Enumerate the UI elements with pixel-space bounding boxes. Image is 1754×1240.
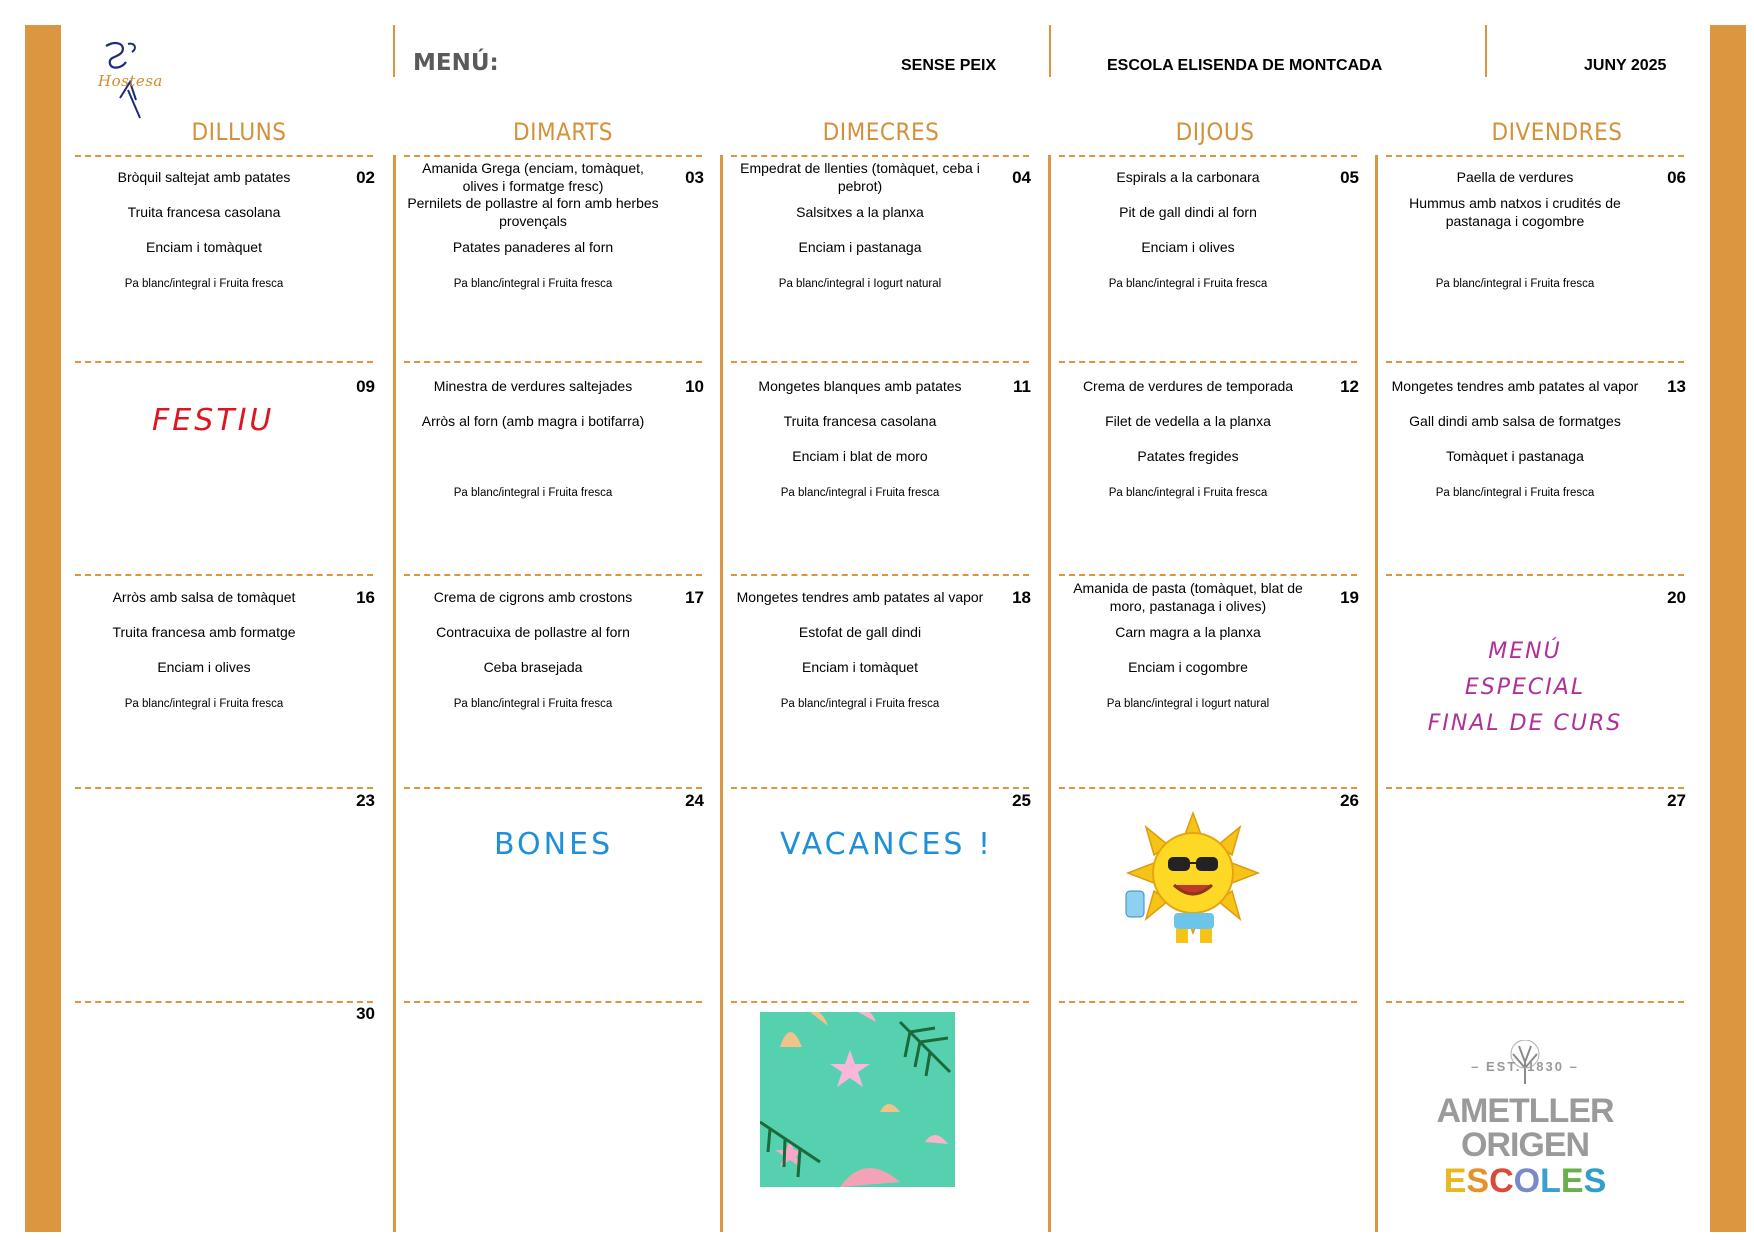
day-number: 23 (356, 791, 375, 810)
row-separator (404, 361, 702, 363)
dish-item: Mongetes tendres amb patates al vapor (1391, 378, 1639, 394)
row-separator (1386, 574, 1684, 576)
dish-item: Amanida Grega (enciam, tomàquet, olives i formatge fresc) (422, 160, 644, 194)
bread-dessert: Pa blanc/integral i Fruita fresca (1108, 487, 1268, 499)
column-divider (393, 155, 396, 1232)
dish-item: Carn magra a la planxa (1115, 624, 1261, 640)
sponsor-line1: AMETLLER (1436, 1092, 1614, 1130)
dish-item: Patates panaderes al forn (452, 239, 614, 255)
row-separator (731, 787, 1029, 789)
sponsor-line3 (1430, 1162, 1620, 1200)
day-number: 24 (685, 791, 704, 810)
day-number: 16 (356, 588, 375, 607)
day-number: 12 (1340, 377, 1359, 396)
day-number: 13 (1667, 377, 1686, 396)
sponsor-letter: C (1489, 1162, 1514, 1200)
dish-item: Pit de gall dindi al forn (1119, 204, 1257, 220)
row-separator (75, 574, 373, 576)
day-number: 03 (685, 168, 704, 187)
special-menu-line: ESPECIAL (1464, 675, 1586, 700)
dish-item: Contracuixa de pollastre al forn (436, 624, 630, 640)
row-separator (731, 1001, 1029, 1003)
row-separator (1059, 155, 1357, 157)
menu-label: MENÚ: (413, 50, 499, 76)
row-separator (1386, 361, 1684, 363)
day-number: 10 (685, 377, 704, 396)
month-label: JUNY 2025 (1584, 57, 1667, 74)
dish-item: Ceba brasejada (483, 659, 583, 675)
bread-dessert: Pa blanc/integral i Iogurt natural (778, 278, 942, 290)
day-number: 26 (1340, 791, 1359, 810)
sponsor-letter: O (1513, 1162, 1541, 1200)
dish-item: Arròs amb salsa de tomàquet (112, 589, 296, 605)
bread-dessert: Pa blanc/integral i Fruita fresca (453, 698, 613, 710)
bread-dessert: Pa blanc/integral i Fruita fresca (124, 698, 284, 710)
dish-item: Enciam i blat de moro (792, 448, 928, 464)
row-separator (404, 155, 702, 157)
dish-item: Truita francesa amb formatge (112, 624, 296, 640)
row-separator (1386, 787, 1684, 789)
dish-item: Bròquil saltejat amb patates (117, 169, 291, 185)
ametller-origen-logo (1430, 1040, 1620, 1200)
day-number: 17 (685, 588, 704, 607)
dish-item: Enciam i cogombre (1128, 659, 1248, 675)
row-separator (404, 787, 702, 789)
sponsor-letter: L (1540, 1162, 1561, 1200)
row-separator (1059, 574, 1357, 576)
dish-item: Tomàquet i pastanaga (1446, 448, 1584, 464)
beach-illustration (760, 1012, 955, 1187)
dish-item: Mongetes tendres amb patates al vapor (736, 589, 984, 605)
row-separator (404, 1001, 702, 1003)
sun-illustration (1108, 805, 1278, 955)
dish-item: Patates fregides (1137, 448, 1239, 464)
dish-item: Truita francesa casolana (783, 413, 937, 429)
vacances-note: VACANCES ! (780, 827, 994, 862)
sponsor-letter: E (1560, 1162, 1584, 1200)
header-divider (393, 25, 395, 77)
dish-item: Arròs al forn (amb magra i botifarra) (421, 413, 645, 429)
row-separator (1059, 361, 1357, 363)
dish-item: Gall dindi amb salsa de formatges (1409, 413, 1621, 429)
row-separator (404, 574, 702, 576)
bread-dessert: Pa blanc/integral i Fruita fresca (1435, 278, 1595, 290)
sponsor-letter: S (1583, 1162, 1607, 1200)
dish-item: Estofat de gall dindi (798, 624, 922, 640)
column-divider (1375, 155, 1378, 1232)
hostesa-logo (92, 38, 174, 122)
row-separator (1386, 155, 1684, 157)
dish-item: Amanida de pasta (tomàquet, blat de moro, pastanaga i olives) (1073, 580, 1303, 614)
day-number: 30 (356, 1004, 375, 1023)
dish-item: Enciam i pastanaga (798, 239, 922, 255)
row-separator (75, 361, 373, 363)
row-separator (1386, 1001, 1684, 1003)
column-divider (720, 155, 723, 1232)
dish-item: Minestra de verdures saltejades (433, 378, 633, 394)
dish-item: Enciam i olives (1141, 239, 1235, 255)
day-number: 11 (1013, 377, 1031, 396)
day-header-friday: DIVENDRES (1491, 118, 1623, 146)
day-header-wednesday: DIMECRES (822, 118, 940, 146)
dish-item: Salsitxes a la planxa (796, 204, 924, 220)
day-number: 06 (1667, 168, 1686, 187)
day-header-tuesday: DIMARTS (512, 118, 614, 146)
dish-item: Crema de verdures de temporada (1082, 378, 1294, 394)
dish-item: Empedrat de llenties (tomàquet, ceba i pebrot) (740, 160, 980, 194)
day-number: 25 (1012, 791, 1031, 810)
right-border-bar (1710, 25, 1746, 1232)
left-border-bar (25, 25, 61, 1232)
logo-text: Hostesa (98, 72, 163, 90)
bread-dessert: Pa blanc/integral i Fruita fresca (453, 278, 613, 290)
day-header-monday: DILLUNS (191, 118, 287, 146)
dish-item: Mongetes blanques amb patates (758, 378, 962, 394)
dish-item: Enciam i tomàquet (802, 659, 918, 675)
row-separator (731, 574, 1029, 576)
row-separator (75, 155, 373, 157)
diet-label: SENSE PEIX (901, 57, 997, 74)
day-number: 20 (1667, 588, 1686, 607)
row-separator (731, 155, 1029, 157)
special-menu-note (1410, 634, 1640, 742)
day-number: 02 (356, 168, 375, 187)
day-number: 04 (1012, 168, 1031, 187)
bread-dessert: Pa blanc/integral i Fruita fresca (1108, 278, 1268, 290)
dish-item: Pernilets de pollastre al forn amb herbes provençals (407, 195, 659, 229)
dish-item: Hummus amb natxos i crudités de pastanaga i cogombre (1409, 195, 1621, 229)
row-separator (1059, 1001, 1357, 1003)
dish-item: Paella de verdures (1456, 169, 1574, 185)
row-separator (75, 787, 373, 789)
special-menu-line: FINAL DE CURS (1427, 711, 1623, 736)
festiu-note: FESTIU (152, 403, 275, 438)
header-divider (1485, 25, 1487, 77)
bread-dessert: Pa blanc/integral i Fruita fresca (1435, 487, 1595, 499)
bread-dessert: Pa blanc/integral i Fruita fresca (780, 698, 940, 710)
day-number: 19 (1340, 588, 1359, 607)
day-number: 09 (356, 377, 375, 396)
bread-dessert: Pa blanc/integral i Fruita fresca (453, 487, 613, 499)
sponsor-letter: S (1466, 1162, 1490, 1200)
dish-item: Enciam i tomàquet (146, 239, 262, 255)
row-separator (731, 361, 1029, 363)
header-divider (1049, 25, 1051, 77)
dish-item: Filet de vedella a la planxa (1105, 413, 1271, 429)
bread-dessert: Pa blanc/integral i Fruita fresca (780, 487, 940, 499)
special-menu-line: MENÚ (1488, 639, 1562, 664)
sponsor-letter: E (1443, 1162, 1467, 1200)
school-name: ESCOLA ELISENDA DE MONTCADA (1107, 57, 1383, 74)
sponsor-line2: ORIGEN (1460, 1126, 1590, 1164)
row-separator (75, 1001, 373, 1003)
day-number: 05 (1340, 168, 1359, 187)
dish-item: Enciam i olives (157, 659, 251, 675)
column-divider (1048, 155, 1051, 1232)
sponsor-est: – EST. 1830 – (1471, 1059, 1579, 1074)
bread-dessert: Pa blanc/integral i Iogurt natural (1106, 698, 1270, 710)
row-separator (1059, 787, 1357, 789)
day-header-thursday: DIJOUS (1175, 118, 1255, 146)
dish-item: Truita francesa casolana (127, 204, 281, 220)
bones-note: BONES (494, 827, 614, 862)
dish-item: Crema de cigrons amb crostons (433, 589, 633, 605)
dish-item: Espirals a la carbonara (1116, 169, 1260, 185)
bread-dessert: Pa blanc/integral i Fruita fresca (124, 278, 284, 290)
day-number: 27 (1667, 791, 1686, 810)
day-number: 18 (1012, 588, 1031, 607)
